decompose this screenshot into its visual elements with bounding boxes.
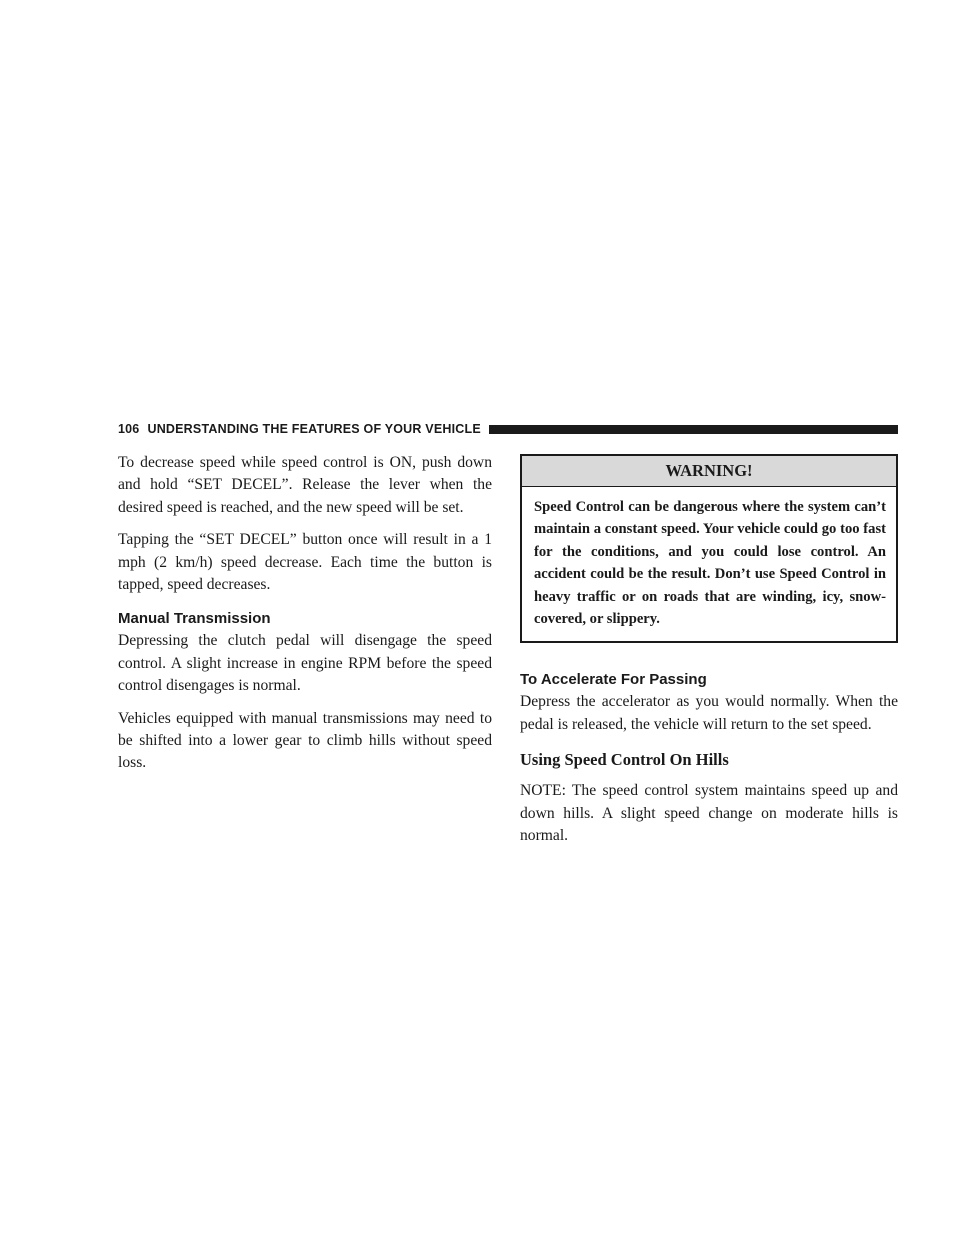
paragraph-decrease-speed: To decrease speed while speed control is ON, push down and hold “SET DECEL”. Release the lever when the desired speed is reached, and the new speed will be set.	[118, 454, 492, 516]
paragraph-accelerate-passing: Depress the accelerator as you would normally. When the pedal is released, the vehicle will return to the set speed.	[520, 693, 898, 733]
heading-accelerate-passing: To Accelerate For Passing	[520, 671, 707, 689]
page-number: 106	[118, 422, 140, 436]
right-column	[520, 454, 898, 857]
paragraph-manual-gear: Vehicles equipped with manual transmissions may need to be shifted into a lower gear to climb hills without speed loss.	[118, 709, 492, 772]
section-title: UNDERSTANDING THE FEATURES OF YOUR VEHICLE	[147, 422, 481, 436]
note-paragraph	[520, 780, 898, 847]
page-header	[118, 420, 898, 438]
heading-speed-control-hills: Using Speed Control On Hills	[520, 750, 729, 770]
warning-text: Speed Control can be dangerous where the system can’t maintain a constant speed. Your vehicle could go too fast for the conditions, and you could lose control. An accident could be the result. Don’t use Speed Control in heavy traffic or on roads that are winding, icy, snow-covered, or slippery.	[534, 499, 886, 628]
header-rule	[489, 425, 898, 434]
warning-box	[520, 454, 898, 643]
left-column	[118, 452, 492, 785]
note-text: The speed control system maintains speed up and down hills. A slight speed change on moderate hills is normal.	[520, 782, 898, 845]
heading-manual-transmission: Manual Transmission	[118, 610, 271, 628]
paragraph-tapping-set-decel: Tapping the “SET DECEL” button once will result in a 1 mph (2 km/h) speed decrease. Each time the button is tapped, speed decreases.	[118, 531, 492, 594]
paragraph-clutch-pedal: Depressing the clutch pedal will disengage the speed control. A slight increase in engine RPM before the speed control disengages is normal.	[118, 632, 492, 695]
note-label: NOTE:	[520, 782, 566, 800]
warning-title: WARNING!	[522, 456, 896, 487]
